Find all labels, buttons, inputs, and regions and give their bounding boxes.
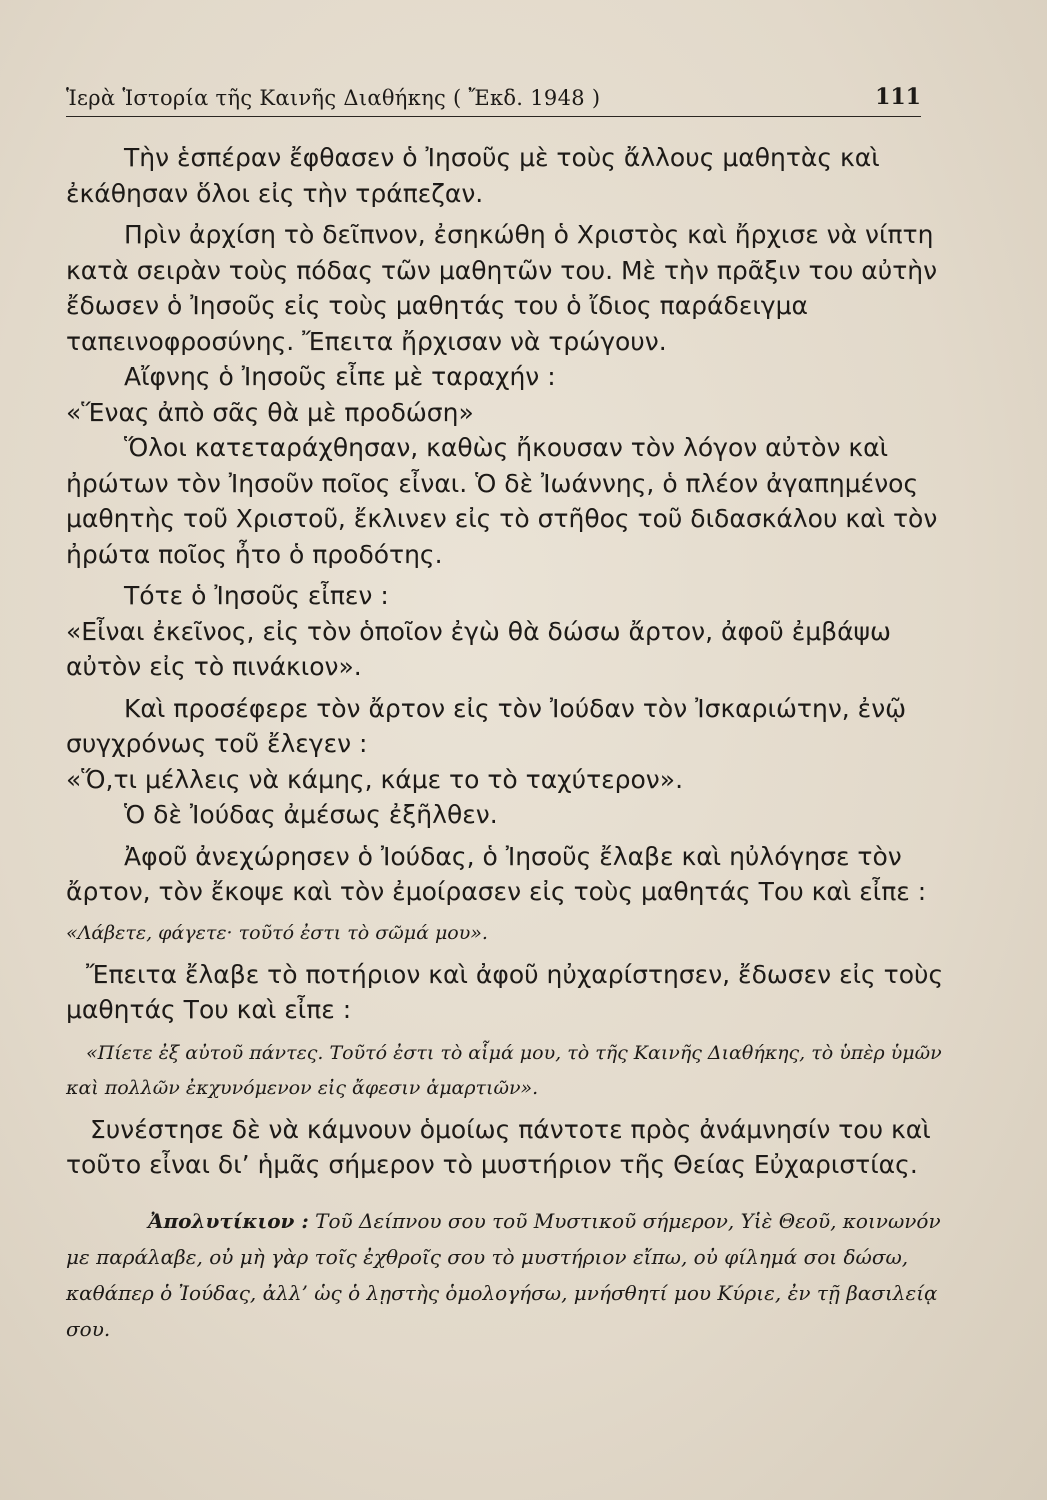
paragraph: Ὁ δὲ Ἰούδας ἀμέσως ἐξῆλθεν. xyxy=(124,800,498,829)
paragraph: Καὶ προσέφερε τὸν ἄρτον εἰς τὸν Ἰούδαν τὸν Ἰσκαριώτην, ἐνῷ συγχρόνως τοῦ ἔλεγεν : xyxy=(66,693,907,758)
quotation: «Ἕνας ἀπὸ σᾶς θὰ μὲ προδώση» xyxy=(66,397,474,427)
body-text xyxy=(66,140,946,1347)
paragraph: Τὴν ἑσπέραν ἔφθασεν ὁ Ἰησοῦς μὲ τοὺς ἄλλους μαθητὰς καὶ ἐκάθησαν ὅλοι εἰς τὴν τράπεζαν. xyxy=(66,143,880,208)
apolytikion-label: Ἀπολυτίκιον : xyxy=(148,1208,309,1233)
paragraph: Συνέστησε δὲ νὰ κάμνουν ὁμοίως πάντοτε πρὸς ἀνάμνησίν του καὶ τοῦτο εἶναι δι’ ἡμᾶς σήμερον τὸ μυστήριον τῆς Θείας Εὐχαριστίας. xyxy=(66,1114,931,1179)
page-number: 111 xyxy=(875,84,921,110)
paragraph: Ἔπειτα ἔλαβε τὸ ποτήριον καὶ ἀφοῦ ηὐχαρίστησεν, ἔδωσεν εἰς τοὺς μαθητάς Του καὶ εἶπε : xyxy=(66,959,944,1024)
paragraph: Πρὶν ἀρχίση τὸ δεῖπνον, ἐσηκώθη ὁ Χριστὸς καὶ ἤρχισε νὰ νίπτη κατὰ σειρὰν τοὺς πόδας τῶν μαθητῶν του. Μὲ τὴν πρᾶξιν του αὐτὴν ἔδωσεν ὁ Ἰησοῦς εἰς τοὺς μαθητάς του ὁ ἴδιος παράδειγμα ταπεινοφροσύνης. Ἔπειτα ἤρχισαν νὰ τρώγουν. xyxy=(66,220,938,356)
apolytikion-text: Τοῦ Δείπνου σου τοῦ Μυστικοῦ σήμερον, Υἱὲ Θεοῦ, κοινωνόν με παράλαβε, οὐ μὴ γὰρ τοῖς ἐχθροῖς σου τὸ μυστήριον εἴπω, οὐ φίλημά σοι δώσω, καθάπερ ὁ Ἰούδας, ἀλλ’ ὡς ὁ λῃστὴς ὁμολογήσω, μνήσθητί μου Κύριε, ἐν τῇ βασιλείᾳ σου. xyxy=(66,1208,941,1341)
paragraph: Ὅλοι κατεταράχθησαν, καθὼς ἤκουσαν τὸν λόγον αὐτὸν καὶ ἠρώτων τὸν Ἰησοῦν ποῖος εἶναι. Ὁ δὲ Ἰωάννης, ὁ πλέον ἀγαπημένος μαθητὴς τοῦ Χριστοῦ, ἔκλινεν εἰς τὸ στῆθος τοῦ διδασκάλου καὶ τὸν ἠρώτα ποῖος ἦτο ὁ προδότης. xyxy=(66,433,938,569)
quotation: «Ὅ,τι μέλλεις νὰ κάμης, κάμε το τὸ ταχύτερον». xyxy=(66,764,684,794)
apolytikion xyxy=(66,1203,946,1347)
header-title: Ἱερὰ Ἱστορία τῆς Καινῆς Διαθήκης ( Ἔκδ. 1948 ) xyxy=(66,86,601,110)
quotation: «Εἶναι ἐκεῖνος, εἰς τὸν ὁποῖον ἐγὼ θὰ δώσω ἄρτον, ἀφοῦ ἐμβάψω αὐτὸν εἰς τὸ πινάκιον». xyxy=(66,616,891,681)
paragraph: Αἴφνης ὁ Ἰησοῦς εἶπε μὲ ταραχήν : xyxy=(124,362,556,391)
paragraph: Ἀφοῦ ἀνεχώρησεν ὁ Ἰούδας, ὁ Ἰησοῦς ἔλαβε καὶ ηὐλόγησε τὸν ἄρτον, τὸν ἔκοψε καὶ τὸν ἐμοίρασεν εἰς τοὺς μαθητάς Του καὶ εἶπε : xyxy=(66,841,927,906)
quotation: «Πίετε ἐξ αὐτοῦ πάντες. Τοῦτό ἐστι τὸ αἷμά μου, τὸ τῆς Καινῆς Διαθήκης, τὸ ὑπὲρ ὑμῶν καὶ πολλῶν ἐκχυνόμενον εἰς ἄφεσιν ἁμαρτιῶν». xyxy=(66,1041,942,1099)
paragraph: Τότε ὁ Ἰησοῦς εἶπεν : xyxy=(124,581,389,610)
quotation: «Λάβετε, φάγετε· τοῦτό ἐστι τὸ σῶμά μου». xyxy=(66,921,488,944)
running-header xyxy=(66,82,921,117)
